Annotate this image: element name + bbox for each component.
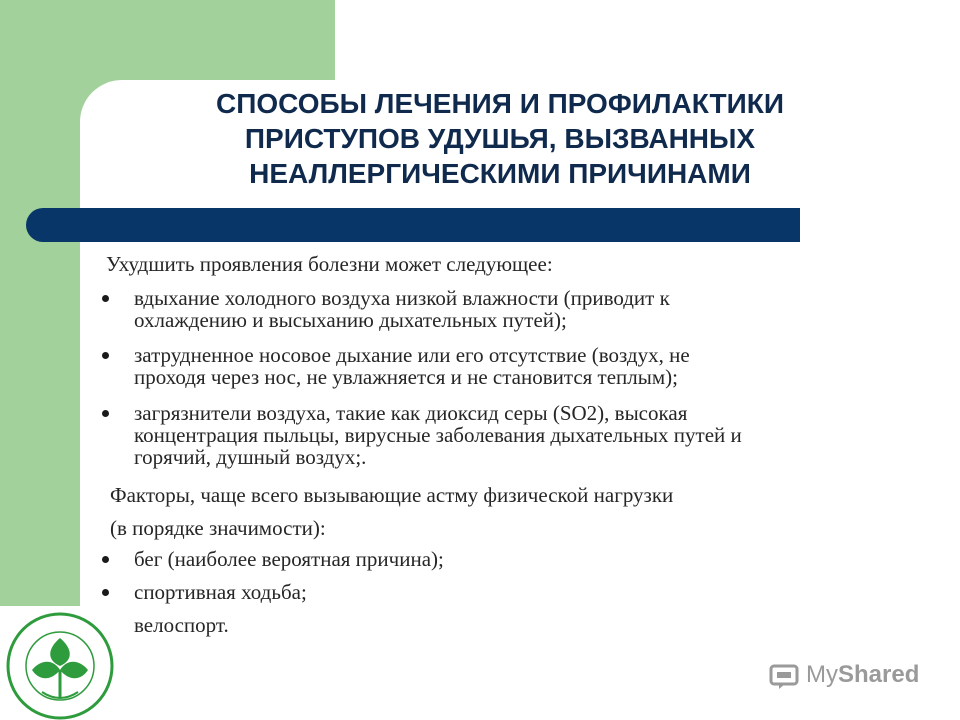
myshared-logo-icon — [768, 660, 802, 690]
bullet-icon — [102, 410, 109, 417]
myshared-watermark — [768, 658, 919, 692]
title-line-3: НЕАЛЛЕРГИЧЕСКИМИ ПРИЧИНАМИ — [249, 158, 751, 189]
medical-center-emblem-icon — [2, 608, 118, 720]
factors-heading-line-1: Факторы, чаще всего вызывающие астму физической нагрузки — [110, 483, 674, 507]
list-item-line: загрязнители воздуха, такие как диоксид серы (SO2), высокая — [134, 401, 688, 425]
factors-heading-line-2: (в порядке значимости): — [110, 516, 326, 540]
slide-title — [150, 86, 850, 191]
watermark-text-my: My — [806, 661, 838, 688]
factor-item-text: спортивная ходьба; — [134, 580, 307, 604]
bullet-icon — [102, 556, 109, 563]
list-item-line: горячий, душный воздух;. — [134, 445, 367, 469]
list-item-line: концентрация пыльцы, вирусные заболевания дыхательных путей и — [134, 423, 742, 447]
bullet-icon — [102, 352, 109, 359]
list-item-line: проходя через нос, не увлажняется и не становится теплым); — [134, 365, 679, 389]
list-item-line: затрудненное носовое дыхание или его отсутствие (воздух, не — [134, 343, 690, 367]
title-line-2: ПРИСТУПОВ УДУШЬЯ, ВЫЗВАННЫХ — [244, 123, 756, 154]
list-item-line: охлаждению и высыханию дыхательных путей); — [134, 308, 567, 332]
list-item-line: вдыхание холодного воздуха низкой влажности (приводит к — [134, 286, 670, 310]
intro-text: Ухудшить проявления болезни может следующее: — [106, 252, 553, 276]
factor-item-text: велоспорт. — [134, 613, 229, 637]
title-line-1: СПОСОБЫ ЛЕЧЕНИЯ И ПРОФИЛАКТИКИ — [216, 88, 784, 119]
watermark-text-shared: Shared — [838, 661, 920, 688]
title-divider-bar — [26, 208, 800, 242]
bullet-icon — [102, 589, 109, 596]
factor-item-text: бег (наиболее вероятная причина); — [134, 547, 444, 571]
bullet-icon — [102, 295, 109, 302]
